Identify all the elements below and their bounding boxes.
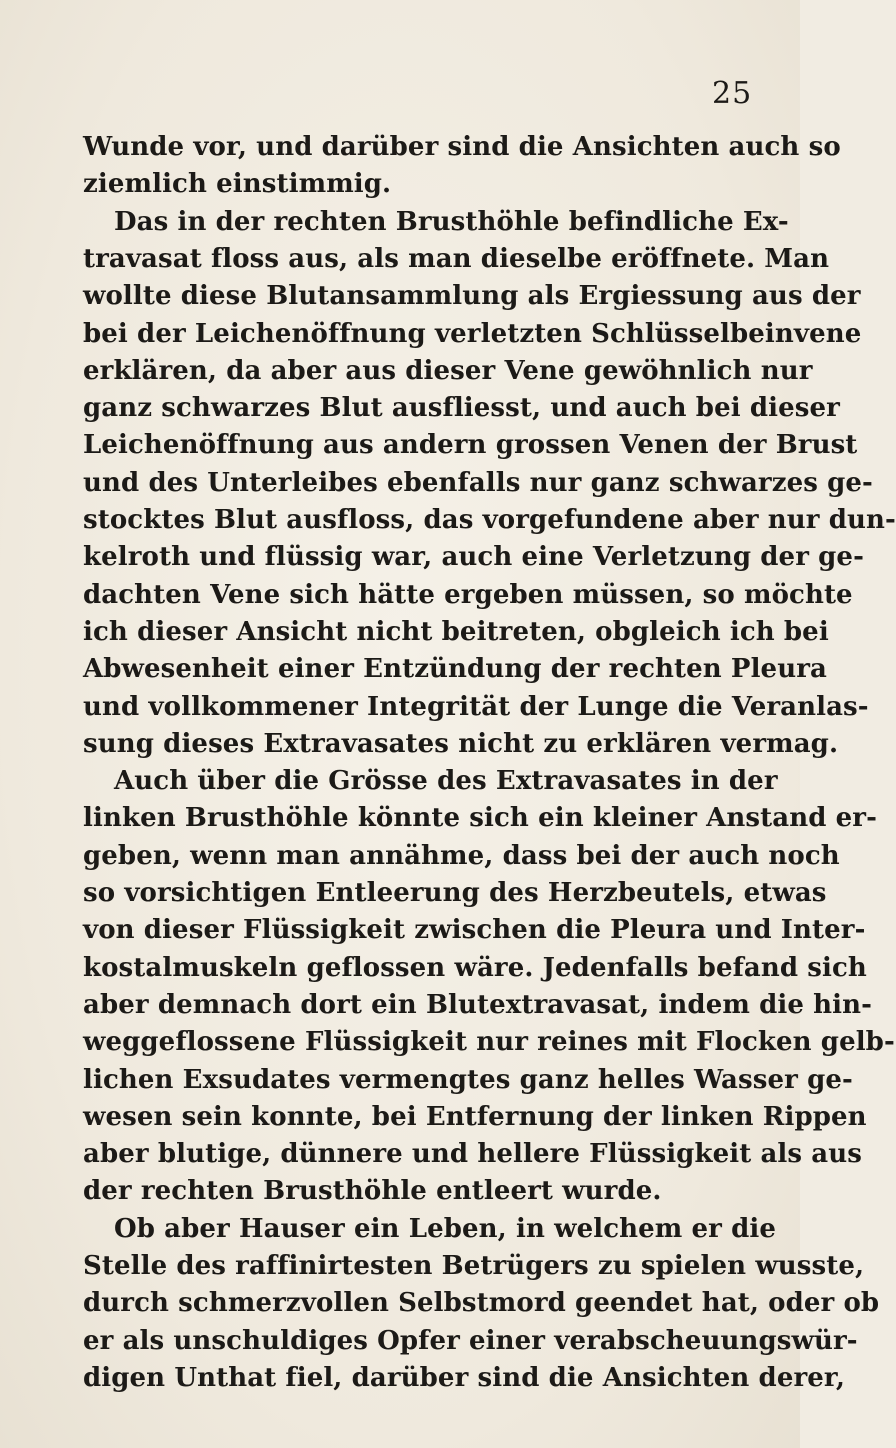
text-line: ganz schwarzes Blut ausfliesst, und auch bei dieser: [83, 393, 840, 424]
page-number: 25: [712, 76, 753, 111]
text-line: kelroth und flüssig war, auch eine Verletzung der ge-: [83, 542, 864, 573]
text-line: lichen Exsudates vermengtes ganz helles Wasser ge-: [83, 1064, 853, 1095]
text-line: von dieser Flüssigkeit zwischen die Pleura und Inter-: [83, 915, 866, 946]
text-line: sung dieses Extravasates nicht zu erklären vermag.: [83, 728, 839, 759]
text-line: travasat floss aus, als man dieselbe eröffnete. Man: [83, 243, 830, 274]
text-line: ich dieser Ansicht nicht beitreten, obgleich ich bei: [83, 616, 829, 647]
text-line: digen Unthat fiel, darüber sind die Ansichten derer,: [83, 1362, 845, 1393]
text-line: Das in der rechten Brusthöhle befindliche Ex-: [114, 206, 789, 237]
text-line: durch schmerzvollen Selbstmord geendet hat, oder ob: [83, 1288, 880, 1319]
text-line: und vollkommener Integrität der Lunge die Veranlas-: [83, 691, 869, 722]
text-line: Stelle des raffinirtesten Betrügers zu spielen wusste,: [83, 1251, 865, 1281]
text-line: linken Brusthöhle könnte sich ein kleiner Anstand er-: [83, 803, 877, 834]
text-line: ziemlich einstimmig.: [83, 169, 392, 200]
text-line: und des Unterleibes ebenfalls nur ganz schwarzes ge-: [83, 467, 873, 498]
text-line: wollte diese Blutansammlung als Ergiessung aus der: [83, 281, 861, 312]
text-line: stocktes Blut ausfloss, das vorgefundene aber nur dun-: [83, 505, 896, 535]
text-line: der rechten Brusthöhle entleert wurde.: [83, 1176, 662, 1207]
text-line: dachten Vene sich hätte ergeben müssen, so möchte: [83, 579, 853, 610]
text-line: weggeflossene Flüssigkeit nur reines mit Flocken gelb-: [83, 1027, 895, 1058]
text-line: geben, wenn man annähme, dass bei der auch noch: [83, 840, 840, 871]
text-line: aber blutige, dünnere und hellere Flüssigkeit als aus: [83, 1139, 862, 1170]
text-line: so vorsichtigen Entleerung des Herzbeutels, etwas: [83, 878, 827, 908]
text-line: erklären, da aber aus dieser Vene gewöhnlich nur: [83, 355, 813, 386]
text-line: bei der Leichenöffnung verletzten Schlüsselbeinvene: [83, 318, 862, 349]
text-line: kostalmuskeln geflossen wäre. Jedenfalls befand sich: [83, 952, 867, 983]
text-line: Abwesenheit einer Entzündung der rechten Pleura: [83, 654, 827, 685]
text-line: er als unschuldiges Opfer einer verabscheuungswür-: [83, 1325, 858, 1356]
text-line: Wunde vor, und darüber sind die Ansichten auch so: [83, 132, 841, 162]
text-line: aber demnach dort ein Blutextravasat, indem die hin-: [83, 989, 873, 1020]
text-line: Leichenöffnung aus andern grossen Venen der Brust: [83, 430, 858, 461]
text-line: Ob aber Hauser ein Leben, in welchem er die: [114, 1213, 777, 1244]
text-line: wesen sein konnte, bei Entfernung der linken Rippen: [83, 1101, 867, 1132]
text-line: Auch über die Grösse des Extravasates in der: [114, 766, 778, 797]
